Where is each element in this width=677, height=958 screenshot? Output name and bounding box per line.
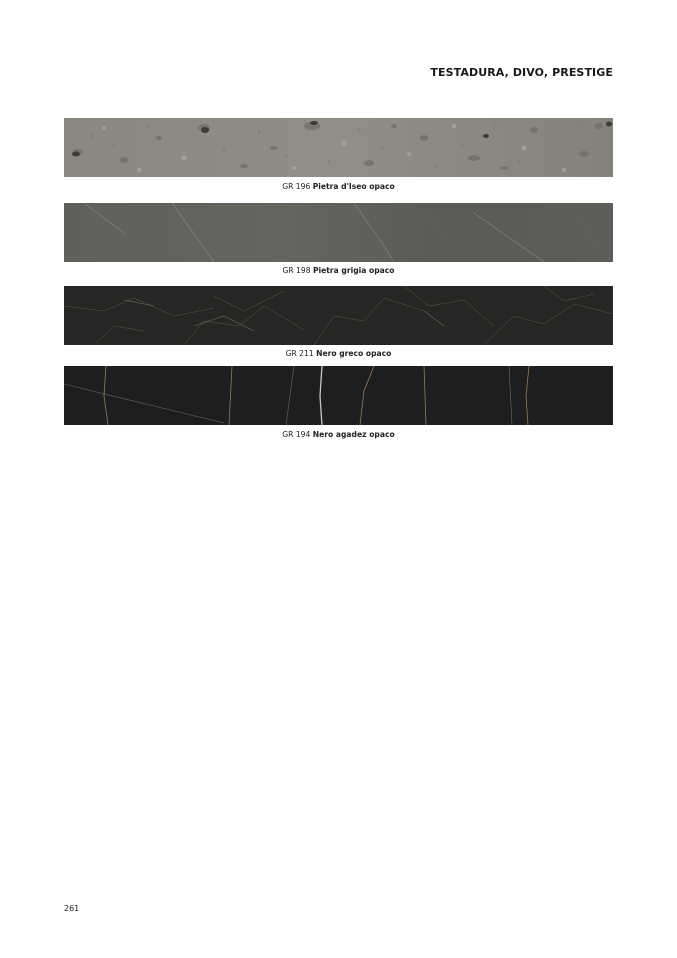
finish-caption bbox=[64, 349, 613, 358]
finish-code: GR 194 bbox=[282, 430, 311, 439]
finish-name: Pietra grigia opaco bbox=[312, 266, 395, 275]
grey-stone-texture bbox=[64, 203, 613, 262]
finish-code: GR 211 bbox=[285, 349, 314, 358]
finish-name: Nero agadez opaco bbox=[312, 430, 395, 439]
finish-caption bbox=[64, 430, 613, 439]
finish-code: GR 196 bbox=[282, 182, 311, 191]
section-title: TESTADURA, DIVO, PRESTIGE bbox=[430, 66, 613, 79]
finish-caption bbox=[64, 182, 613, 191]
finish-name: Pietra d'Iseo opaco bbox=[312, 182, 395, 191]
terrazzo-texture bbox=[64, 118, 613, 177]
finish-code: GR 198 bbox=[282, 266, 311, 275]
finish-name: Nero greco opaco bbox=[316, 349, 392, 358]
black-gold-vein-texture bbox=[64, 366, 613, 425]
swatch-nero-greco bbox=[64, 286, 613, 345]
black-marble-texture bbox=[64, 286, 613, 345]
swatch-pietra-diseo bbox=[64, 118, 613, 177]
swatch-pietra-grigia bbox=[64, 203, 613, 262]
swatch-nero-agadez bbox=[64, 366, 613, 425]
page-number: 261 bbox=[64, 904, 80, 913]
finish-caption bbox=[64, 266, 613, 275]
